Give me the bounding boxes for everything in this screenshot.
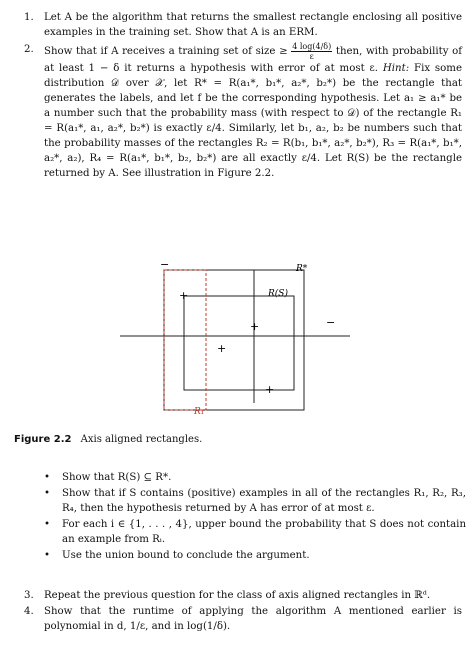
rs-rectangle	[184, 296, 294, 390]
bullet-text: Use the union bound to conclude the argument.	[62, 550, 310, 561]
fraction-numerator: 4 log(4/δ)	[292, 42, 332, 51]
exercise-item-1	[24, 10, 462, 40]
list-item	[44, 486, 466, 516]
exercise-item-3	[24, 588, 462, 603]
positive-mark: +	[217, 342, 227, 355]
item-number: 2.	[24, 44, 34, 55]
hint-text: Fix some distribution 𝒟 over 𝒳, let R* = R(a₁*, b₁*, a₂*, b₂*) be the rectangle that generates the labels, and let f be the corresponding hypothesis. Let a₁ ≥ a₁* be a number such that the probability mass (with respect to 𝒟) of the rectangle R₁ = R(a₁*, a₁, a₂*, b₂*) is exactly ε/4. Similarly, let b₁, a₂, b₂ be numbers such that the probability masses of the rectangles R₂ = R(b₁, b₁*, a₂*, b₂*), R₃ = R(a₁*, b₁*, a₂*, a₂), R₄ = R(a₁*, b₁*, b₂, b₂*) are all exactly ε/4. Let R(S) be the rectangle returned by A. See illustration in Figure 2.2.	[44, 63, 462, 179]
bullet-icon: •	[44, 488, 51, 499]
item-number: 4.	[24, 606, 34, 617]
item-text	[44, 42, 462, 181]
item-text: Show that the runtime of applying the algorithm A mentioned earlier is polynomial in d, 1/ε, and in log(1/δ).	[44, 606, 462, 632]
fraction-denominator: ε	[309, 52, 314, 61]
exercise-item-2	[24, 42, 462, 181]
positive-mark: +	[250, 320, 260, 333]
r1-label: R₁	[194, 407, 205, 417]
bullet-text: For each i ∈ {1, . . . , 4}, upper bound the probability that S does not contain an example from Rᵢ.	[62, 519, 466, 545]
item-text-after-fraction: then, with probability of at least 1 − δ it returns a hypothesis with error of at most ε.	[44, 46, 462, 74]
item-number: 1.	[24, 12, 34, 23]
figure-caption-text: Axis aligned rectangles.	[80, 434, 203, 445]
bullet-icon: •	[44, 519, 51, 530]
hint-bullet-list	[44, 470, 466, 564]
list-item	[44, 517, 466, 547]
bullet-icon: •	[44, 472, 51, 483]
positive-mark: +	[179, 289, 189, 302]
bullet-icon: •	[44, 550, 51, 561]
axis-aligned-rectangles-figure	[120, 258, 354, 418]
exercise-item-4	[24, 604, 462, 634]
item-text: Let A be the algorithm that returns the smallest rectangle enclosing all positive examples in the training set. Show that A is an ERM.	[44, 12, 462, 38]
negative-mark: −	[326, 316, 336, 329]
bullet-text: Show that if S contains (positive) examples in all of the rectangles R₁, R₂, R₃, R₄, then the hypothesis returned by A has error of at most ε.	[62, 488, 466, 514]
list-item	[44, 470, 466, 485]
size-fraction	[291, 42, 332, 61]
item-text: Repeat the previous question for the class of axis aligned rectangles in ℝᵈ.	[44, 590, 431, 601]
figure-caption-label: Figure 2.2	[14, 434, 72, 445]
hint-label: Hint:	[382, 63, 410, 74]
bullet-text: Show that R(S) ⊆ R*.	[62, 472, 172, 483]
figure-caption	[14, 432, 454, 447]
positive-mark: +	[265, 383, 275, 396]
rs-label: R(S)	[268, 289, 288, 299]
negative-mark: −	[160, 258, 170, 271]
list-item	[44, 548, 466, 563]
item-text-before-fraction: Show that if A receives a training set of size ≥	[44, 46, 288, 57]
rstar-label: R*	[296, 264, 308, 274]
item-number: 3.	[24, 590, 34, 601]
